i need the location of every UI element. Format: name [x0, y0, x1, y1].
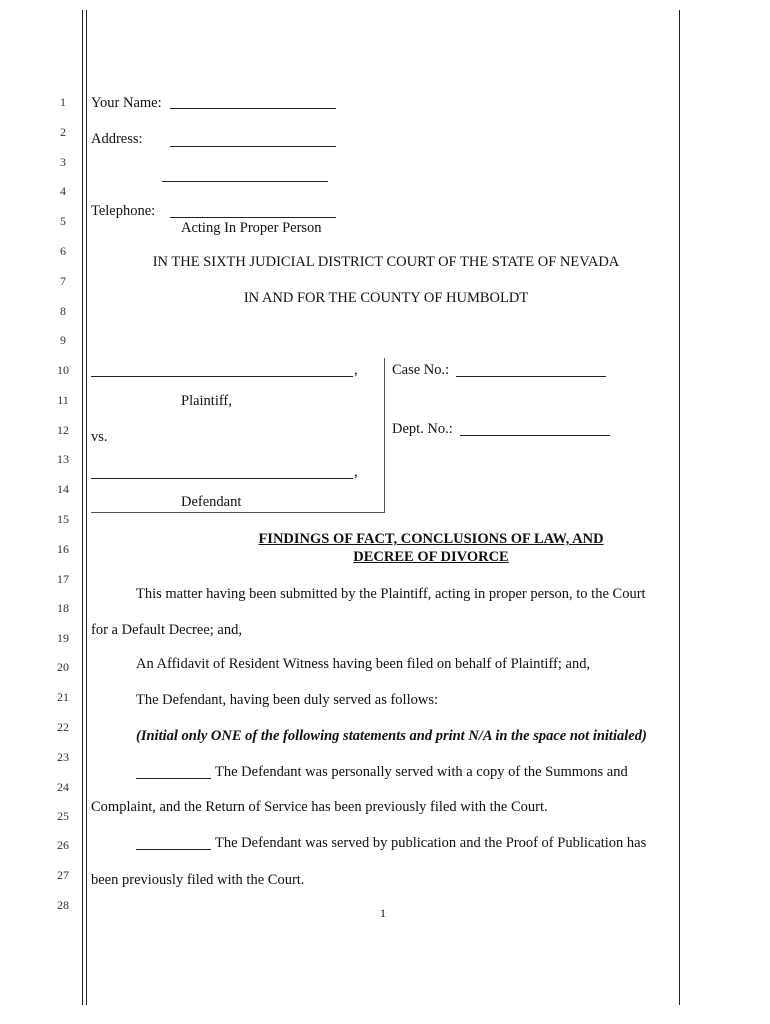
caption-bottom-rule — [91, 512, 385, 513]
right-margin-rule — [679, 10, 680, 1005]
document-title-line2: DECREE OF DIVORCE — [353, 549, 509, 565]
option-publication-b: been previously filed with the Court. — [91, 872, 305, 888]
initial-instruction: (Initial only ONE of the following statements and print N/A in the space not initialed) — [136, 728, 647, 744]
line-number: 26 — [57, 838, 69, 852]
line-number: 3 — [60, 155, 66, 169]
address-field-line2[interactable] — [162, 181, 328, 182]
line-number: 18 — [57, 601, 69, 615]
option-personal-service-a: The Defendant was personally served with a copy of the Summons and — [215, 764, 628, 780]
vs-label: vs. — [91, 429, 108, 445]
line-number: 5 — [60, 214, 66, 228]
address-field-line1[interactable] — [170, 146, 336, 147]
court-heading-line2: IN AND FOR THE COUNTY OF HUMBOLDT — [243, 290, 529, 306]
defendant-comma: , — [354, 464, 358, 480]
left-margin-rule-outer — [82, 10, 83, 1005]
line-number: 8 — [60, 304, 66, 318]
line-number: 11 — [57, 393, 69, 407]
your-name-label: Your Name: — [91, 95, 162, 111]
plaintiff-name-field[interactable] — [91, 376, 353, 377]
line-number: 7 — [60, 274, 66, 288]
dept-no-field[interactable] — [460, 435, 610, 436]
acting-in-proper-person: Acting In Proper Person — [181, 220, 322, 236]
line-number: 17 — [57, 572, 69, 586]
line-number: 27 — [57, 868, 69, 882]
line-number: 25 — [57, 809, 69, 823]
line-number: 21 — [57, 690, 69, 704]
dept-no-label: Dept. No.: — [392, 421, 453, 437]
line-number: 16 — [57, 542, 69, 556]
court-heading-line1: IN THE SIXTH JUDICIAL DISTRICT COURT OF THE STATE OF NEVADA — [152, 254, 620, 270]
line-number: 9 — [60, 333, 66, 347]
case-no-field[interactable] — [456, 376, 606, 377]
line-number: 22 — [57, 720, 69, 734]
left-margin-rule-inner — [86, 10, 87, 1005]
initial-field-personal-service[interactable] — [136, 778, 211, 779]
body-paragraph-2: An Affidavit of Resident Witness having been filed on behalf of Plaintiff; and, — [136, 656, 591, 672]
line-number: 1 — [60, 95, 66, 109]
case-no-label: Case No.: — [392, 362, 450, 378]
plaintiff-label: Plaintiff, — [181, 393, 232, 409]
line-number: 2 — [60, 125, 66, 139]
line-number: 14 — [57, 482, 69, 496]
your-name-field[interactable] — [170, 108, 336, 109]
line-number: 6 — [60, 244, 66, 258]
line-number: 15 — [57, 512, 69, 526]
line-number: 24 — [57, 780, 69, 794]
caption-divider — [384, 358, 385, 512]
option-publication-a: The Defendant was served by publication and the Proof of Publication has — [215, 835, 647, 851]
line-number: 28 — [57, 898, 69, 912]
option-personal-service-b: Complaint, and the Return of Service has been previously filed with the Court. — [91, 799, 548, 815]
line-number: 12 — [57, 423, 69, 437]
line-number: 19 — [57, 631, 69, 645]
line-number: 10 — [57, 363, 69, 377]
defendant-label: Defendant — [181, 494, 242, 510]
telephone-field[interactable] — [170, 217, 336, 218]
plaintiff-comma: , — [354, 362, 358, 378]
line-number: 20 — [57, 660, 69, 674]
address-label: Address: — [91, 131, 143, 147]
telephone-label: Telephone: — [91, 203, 156, 219]
page-number: 1 — [380, 906, 386, 920]
initial-field-publication[interactable] — [136, 849, 211, 850]
line-number: 13 — [57, 452, 69, 466]
body-paragraph-1b: for a Default Decree; and, — [91, 622, 242, 638]
body-paragraph-3: The Defendant, having been duly served as follows: — [136, 692, 438, 708]
defendant-name-field[interactable] — [91, 478, 353, 479]
document-title-line1: FINDINGS OF FACT, CONCLUSIONS OF LAW, AND — [258, 531, 604, 547]
body-paragraph-1a: This matter having been submitted by the Plaintiff, acting in proper person, to the Court — [136, 586, 646, 602]
line-number: 23 — [57, 750, 69, 764]
line-number: 4 — [60, 184, 66, 198]
